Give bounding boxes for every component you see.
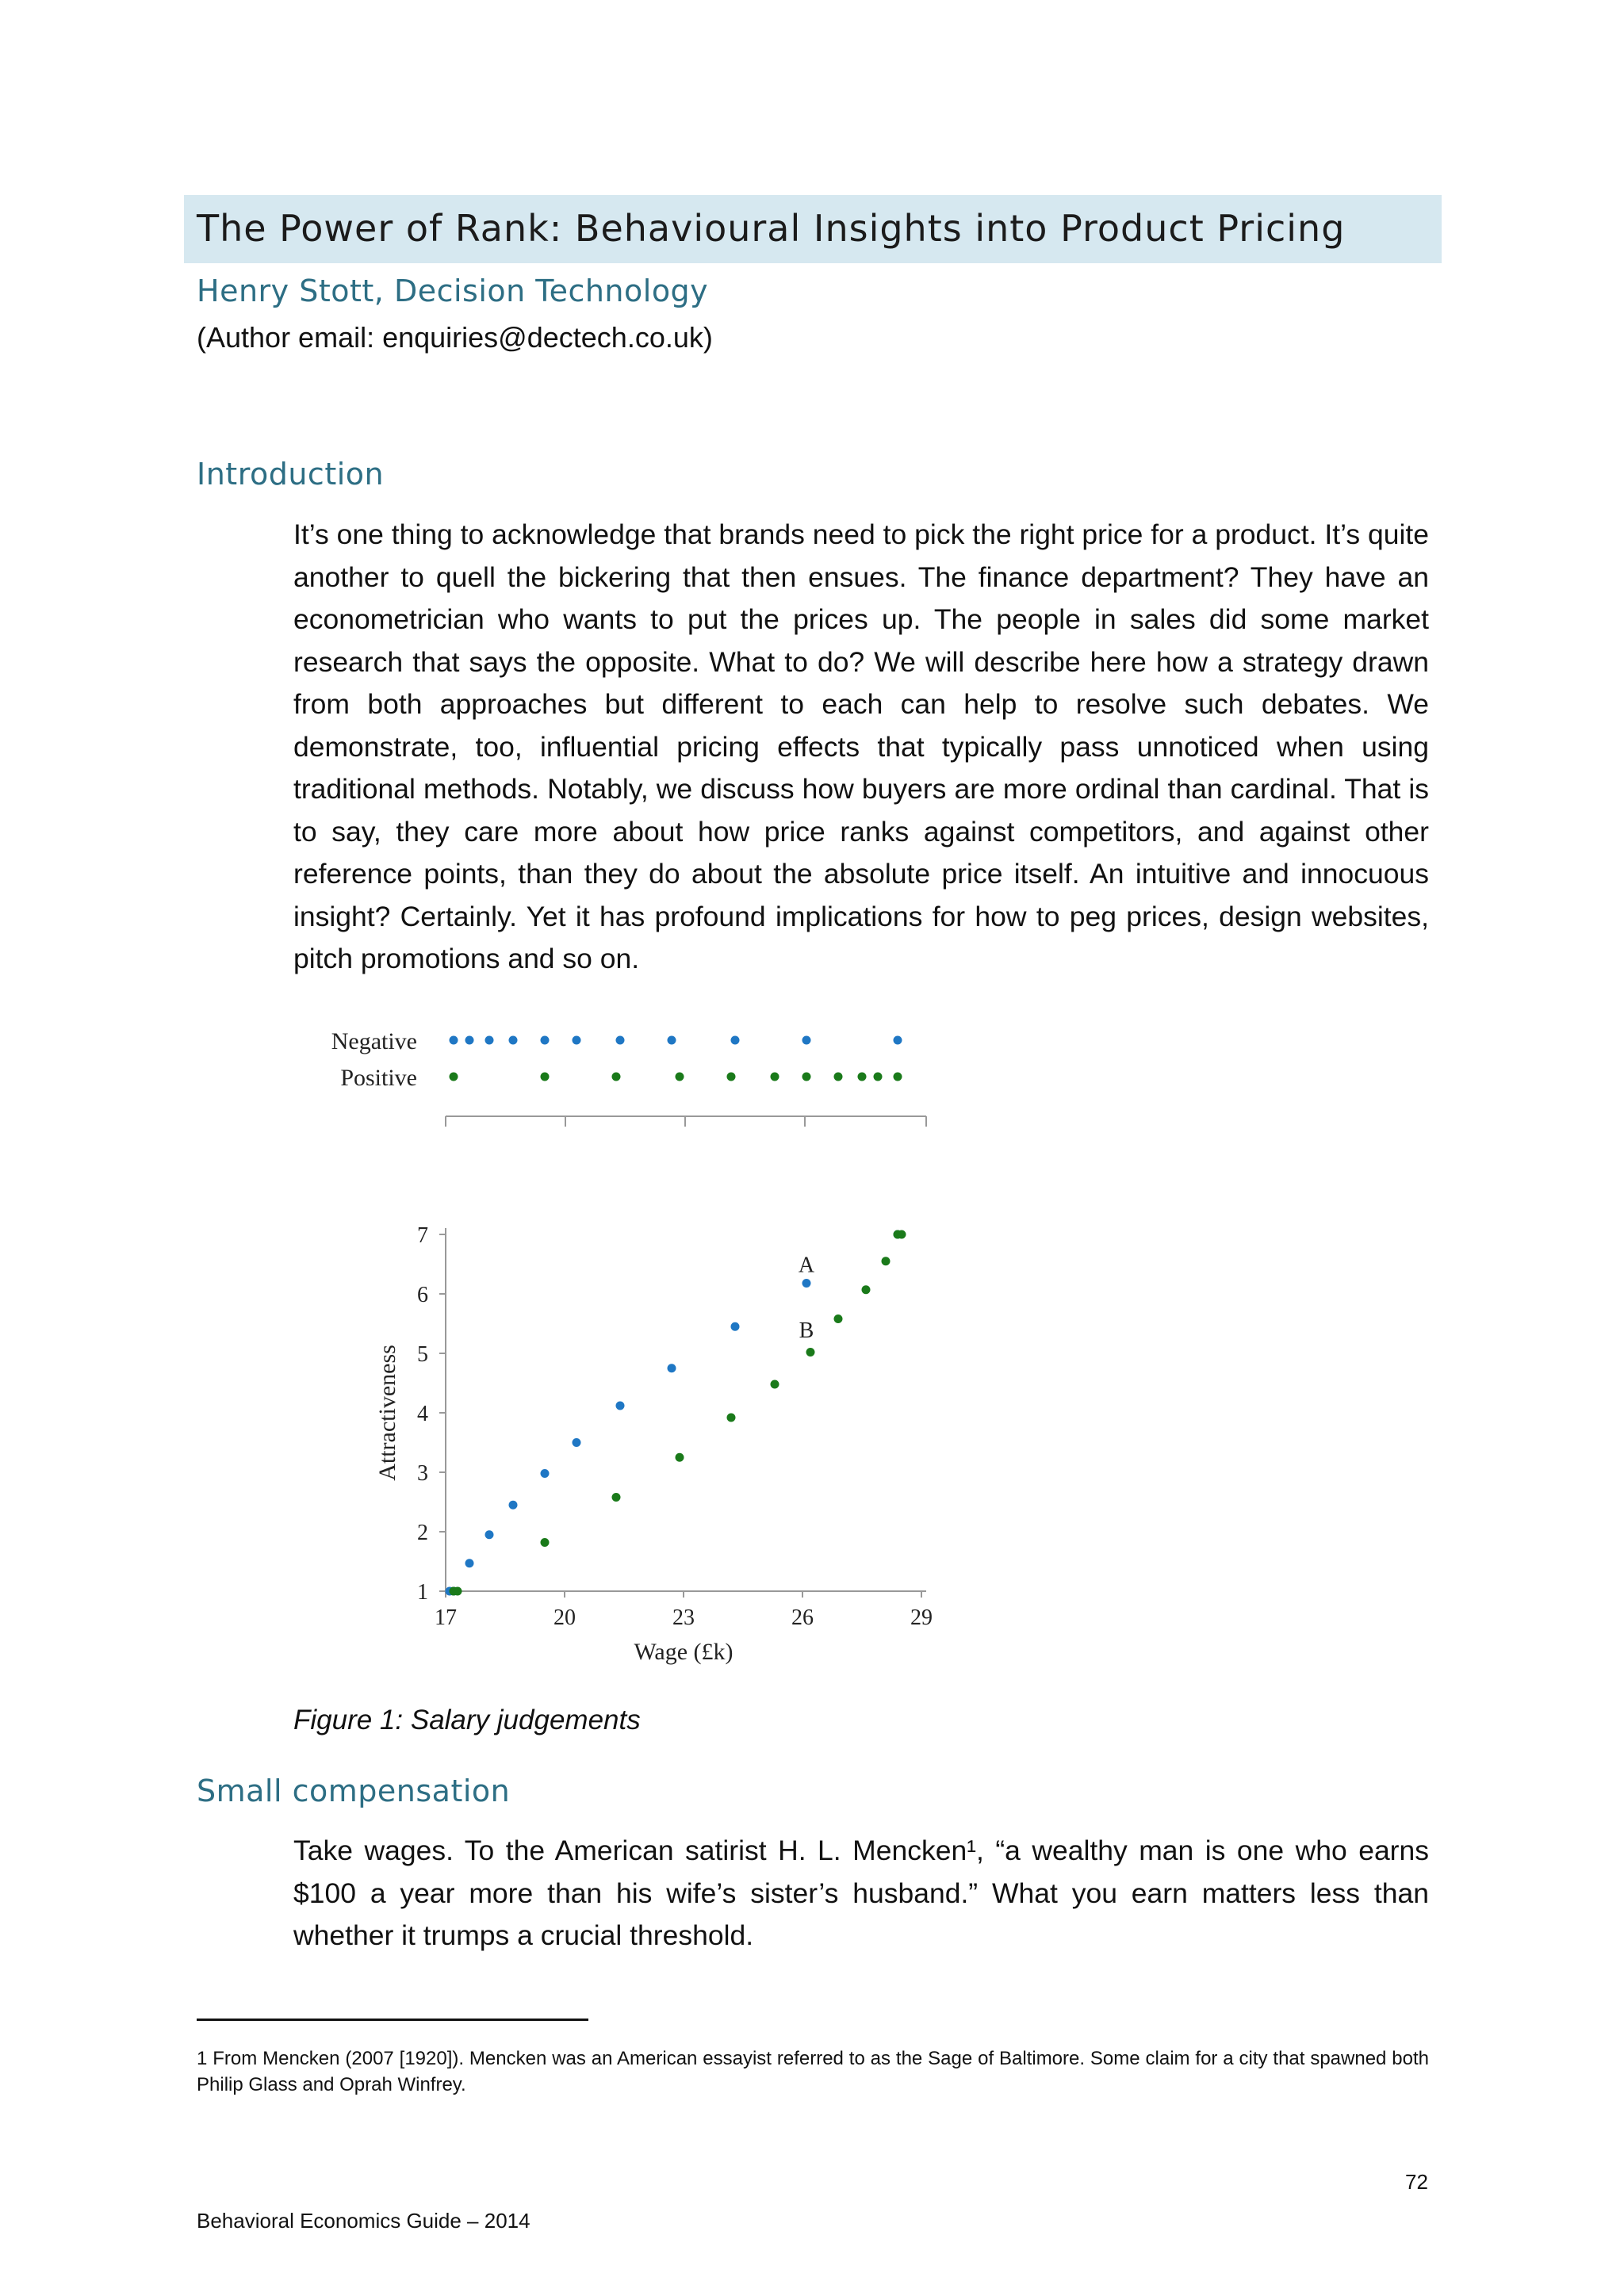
footnote-divider	[197, 2019, 588, 2021]
strip-row-label: Negative	[331, 1028, 417, 1054]
strip-point	[802, 1036, 811, 1045]
strip-point	[894, 1036, 902, 1045]
strip-point	[509, 1036, 518, 1045]
scatter-point	[465, 1559, 474, 1567]
strip-point	[450, 1036, 458, 1045]
footnote: 1 From Mencken (2007 [1920]). Mencken was an American essayist referred to as the Sage of Baltimore. Some claim for a city that spawned both Philip Glass and Oprah Winfrey.	[197, 2048, 1429, 2095]
scatter-point	[731, 1322, 740, 1331]
x-tick-label: 20	[553, 1605, 576, 1630]
strip-point	[616, 1036, 625, 1045]
scatter-annotation: B	[799, 1318, 814, 1343]
strip-point	[541, 1036, 550, 1045]
intro-paragraph: It’s one thing to acknowledge that brands need to pick the right price for a product. It’s quite another to quell the bickering that then ensues. The finance department? They have an econometrician who wants to put the prices up. The people in sales did some market research that says the opposite. What to do? We will describe here how a strategy drawn from both approaches but different to each can help to resolve such debates. We demonstrate, too, influential pricing effects that typically pass unnoticed when using traditional methods. Notably, we discuss how buyers are more ordinal than cardinal. That is to say, they care more about how price ranks against competitors, and against other reference points, than they do about the absolute price itself. An intuitive and innocuous insight? Certainly. Yet it has profound implications for how to peg prices, design websites, pitch promotions and so on.	[293, 519, 1429, 974]
y-axis-label: Attractiveness	[374, 1345, 400, 1481]
y-tick-label: 7	[417, 1223, 428, 1248]
scatter-point	[573, 1438, 581, 1447]
scatter-point	[802, 1279, 811, 1288]
dot-strip-plot	[331, 1028, 926, 1127]
scatter-point	[616, 1402, 625, 1410]
figure-caption: Figure 1: Salary judgements	[293, 1705, 641, 1735]
y-tick-label: 2	[417, 1521, 428, 1545]
scatter-annotation: A	[798, 1253, 815, 1278]
page-title: The Power of Rank: Behavioural Insights into Product Pricing	[197, 207, 1346, 250]
scatter-point	[727, 1414, 736, 1422]
scatter-point	[541, 1469, 550, 1478]
salary-figure	[293, 999, 975, 1689]
strip-point	[450, 1073, 458, 1081]
strip-point	[668, 1036, 676, 1045]
strip-point	[858, 1073, 867, 1081]
x-tick-label: 29	[910, 1605, 933, 1630]
y-tick-label: 3	[417, 1461, 428, 1486]
y-tick-label: 4	[417, 1402, 428, 1426]
scatter-point	[612, 1493, 621, 1502]
strip-point	[485, 1036, 494, 1045]
page-number: 72	[1405, 2170, 1428, 2194]
strip-point	[541, 1073, 550, 1081]
scatter-point	[541, 1538, 550, 1547]
scatter-point	[509, 1501, 518, 1510]
strip-point	[727, 1073, 736, 1081]
x-tick-label: 23	[672, 1605, 695, 1630]
scatter-point	[882, 1257, 891, 1265]
scatter-point	[485, 1530, 494, 1539]
strip-point	[676, 1073, 684, 1081]
scatter-point	[834, 1314, 843, 1323]
scatter-point	[668, 1364, 676, 1372]
strip-point	[465, 1036, 474, 1045]
x-tick-label: 17	[435, 1605, 457, 1630]
strip-point	[894, 1073, 902, 1081]
strip-point	[802, 1073, 811, 1081]
strip-point	[573, 1036, 581, 1045]
strip-point	[771, 1073, 779, 1081]
scatter-plot	[374, 1223, 933, 1665]
strip-point	[834, 1073, 843, 1081]
y-tick-label: 5	[417, 1342, 428, 1367]
strip-point	[612, 1073, 621, 1081]
publication-footer: Behavioral Economics Guide – 2014	[197, 2209, 530, 2233]
scatter-point	[898, 1230, 906, 1239]
strip-point	[874, 1073, 883, 1081]
x-tick-label: 26	[791, 1605, 814, 1630]
author-email: (Author email: enquiries@dectech.co.uk)	[197, 321, 713, 354]
scatter-point	[862, 1285, 871, 1294]
scatter-point	[454, 1587, 462, 1596]
scatter-point	[771, 1380, 779, 1389]
scatter-point	[676, 1453, 684, 1462]
y-tick-label: 6	[417, 1283, 428, 1307]
section-heading-small-compensation: Small compensation	[197, 1774, 511, 1808]
x-axis-label: Wage (£k)	[634, 1639, 733, 1665]
y-tick-label: 1	[417, 1580, 428, 1605]
author-line: Henry Stott, Decision Technology	[197, 274, 709, 308]
strip-row-label: Positive	[340, 1065, 417, 1091]
scatter-point	[806, 1348, 815, 1357]
section-heading-introduction: Introduction	[197, 457, 385, 492]
small-compensation-paragraph: Take wages. To the American satirist H. L. Mencken¹, “a wealthy man is one who earns $100 a year more than his wife’s sister’s husband.” What you earn matters less than whether it trumps a crucial threshold.	[293, 1835, 1429, 1951]
strip-point	[731, 1036, 740, 1045]
